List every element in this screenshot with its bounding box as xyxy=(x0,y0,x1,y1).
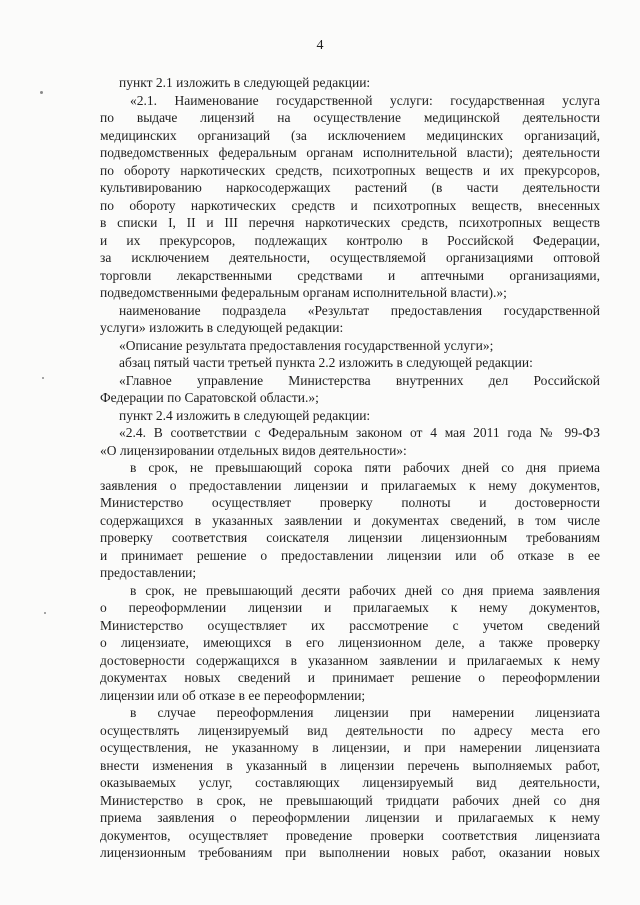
text-line: «Описание результата предоставления государственной услуги»; xyxy=(119,337,494,353)
text-line: и их прекурсоров, подлежащих контролю в Российской Федерации, xyxy=(100,232,600,248)
text-line: подведомственных федеральным органам исполнительной власти); деятельности xyxy=(100,145,600,160)
text-line: документов, осуществляет проведение проверки соответствия лицензиата xyxy=(100,827,600,843)
text-line: внести изменения в указанный в лицензии перечень выполняемых работ, xyxy=(100,757,600,773)
text-line: по обороту наркотических средств, психотропных веществ и их прекурсоров, xyxy=(100,162,600,178)
scan-dot-mark xyxy=(42,377,44,379)
text-line: содержащихся в указанных заявлении и документах сведений, в том числе xyxy=(100,512,600,528)
text-line: оказываемых услуг, составляющих лицензируемый вид деятельности, xyxy=(100,775,600,790)
text-line: осуществления, не указанному в лицензии, и при намерении лицензиата xyxy=(100,740,600,755)
text-line: в срок, не превышающий десяти рабочих дней со дня приема заявления xyxy=(130,582,600,598)
page-number: 4 xyxy=(316,38,324,53)
text-line: лицензионным требованиям при выполнении новых работ, оказании новых xyxy=(100,845,600,860)
text-line: приема заявления о переоформлении лицензии и прилагаемых к нему xyxy=(100,810,600,825)
text-line: абзац пятый части третьей пункта 2.2 изложить в следующей редакции: xyxy=(119,355,533,370)
text-line: в списки I, II и III перечня наркотических средств, психотропных веществ xyxy=(100,215,600,230)
text-line: Министерство осуществляет проверку полноты и достоверности xyxy=(100,495,600,510)
text-line: наименование подраздела «Результат предоставления государственной xyxy=(119,302,600,318)
text-line: о переоформлении лицензии и прилагаемых к нему документов, xyxy=(100,600,600,615)
text-line: и принимает решение о предоставлении лицензии или об отказе в ее xyxy=(100,547,600,563)
text-line: осуществлять лицензируемый вид деятельности по адресу места его xyxy=(100,722,600,738)
text-line: заявления о предоставлении лицензии и прилагаемых к нему документов, xyxy=(100,477,600,493)
text-line: Министерство в срок, не превышающий тридцати рабочих дней со дня xyxy=(100,792,600,808)
text-line: «Главное управление Министерства внутренних дел Российской xyxy=(119,372,600,388)
text-line: «О лицензировании отдельных видов деятельности»: xyxy=(100,442,407,458)
text-line: медицинских организаций (за исключением медицинских организаций, xyxy=(100,127,600,143)
text-line: в случае переоформления лицензии при намерении лицензиата xyxy=(130,705,600,720)
text-line: подведомственными федеральным органам исполнительной власти).»; xyxy=(100,285,507,300)
text-line: за исключением деятельности, осуществляемой организациями оптовой xyxy=(100,250,600,265)
text-line: документах новых сведений и принимает решение о переоформлении xyxy=(100,670,600,685)
text-line: достоверности содержащихся в указанном заявлении и прилагаемых к нему xyxy=(100,652,600,668)
text-line: Министерство осуществляет их рассмотрение с учетом сведений xyxy=(100,617,600,633)
text-line: услуги» изложить в следующей редакции: xyxy=(100,320,344,335)
text-line: по обороту наркотических средств и психотропных веществ, внесенных xyxy=(100,197,600,213)
text-line: торговли лекарственными средствами и аптечными организациями, xyxy=(100,267,600,283)
scan-dot-mark xyxy=(44,612,46,614)
document-body-text xyxy=(100,74,600,862)
text-line: проверку соответствия соискателя лицензии лицензионным требованиям xyxy=(100,530,600,545)
text-line: по выдаче лицензий на осуществление медицинской деятельности xyxy=(100,110,600,125)
text-line: культивированию наркосодержащих растений (в части деятельности xyxy=(100,180,600,195)
text-line: предоставлении; xyxy=(100,565,197,580)
text-line: о лицензиате, имеющихся в его лицензионном деле, а также проверку xyxy=(100,635,600,650)
text-line: Федерации по Саратовской области.»; xyxy=(100,390,319,405)
text-line: в срок, не превышающий сорока пяти рабочих дней со дня приема xyxy=(130,460,600,475)
text-line: лицензии или об отказе в ее переоформлении; xyxy=(100,687,366,703)
scan-dot-mark xyxy=(40,91,43,94)
text-line: пункт 2.4 изложить в следующей редакции: xyxy=(119,407,371,423)
text-line: «2.1. Наименование государственной услуги: государственная услуга xyxy=(130,92,600,108)
text-line: пункт 2.1 изложить в следующей редакции: xyxy=(119,75,371,90)
text-line: «2.4. В соответствии с Федеральным законом от 4 мая 2011 года № 99-ФЗ xyxy=(119,425,600,440)
